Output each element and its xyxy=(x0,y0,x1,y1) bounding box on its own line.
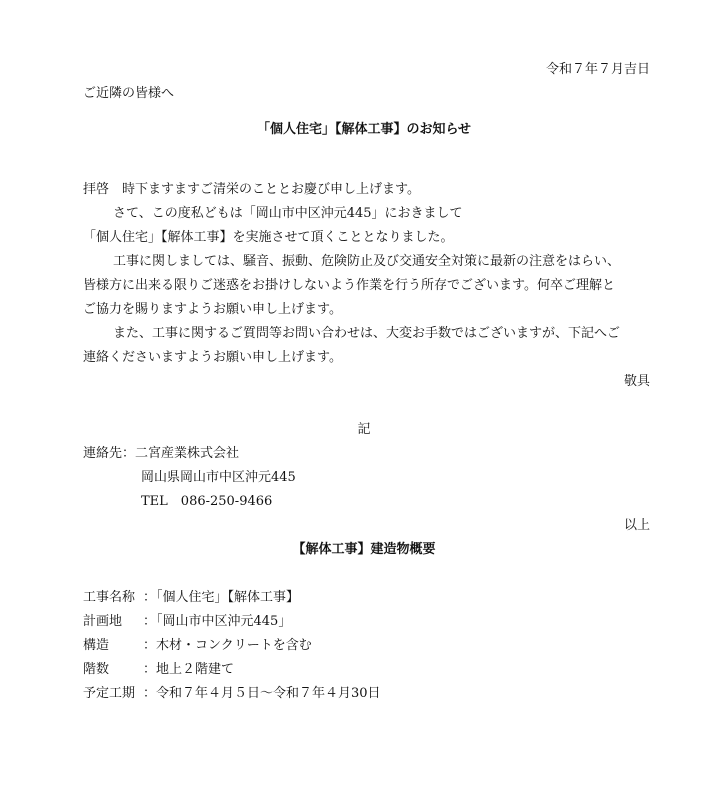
summary-sep: ： xyxy=(143,686,157,701)
summary-sep: ： xyxy=(143,590,157,605)
contact-address: 岡山県岡山市中区沖元445 xyxy=(141,470,296,485)
summary-value: 令和７年４月５日～令和７年４月30日 xyxy=(156,686,381,701)
body-line: さて、この度私どもは「岡山市中区沖元445」におきまして xyxy=(113,206,463,221)
summary-title: 【解体工事】建造物概要 xyxy=(292,542,436,557)
body-line: 工事に関しましては、騒音、振動、危険防止及び交通安全対策に最新の注意をはらい、 xyxy=(113,254,621,269)
addressee: ご近隣の皆様へ xyxy=(83,86,175,101)
summary-value: 木材・コンクリートを含む xyxy=(156,638,312,653)
greeting: 拝啓 時下ますますご清栄のこととお慶び申し上げます。 xyxy=(83,182,420,197)
letter-title: 「個人住宅」【解体工事】のお知らせ xyxy=(256,122,472,137)
summary-value: 「岡山市中区沖元445」 xyxy=(156,614,292,629)
summary-row xyxy=(83,685,381,703)
body-line: 「個人住宅」【解体工事】を実施させて頂くこととなりました。 xyxy=(83,230,454,245)
summary-row xyxy=(83,613,291,631)
summary-sep: ： xyxy=(143,614,157,629)
summary-value: 地上２階建て xyxy=(156,662,235,677)
ijo: 以上 xyxy=(623,518,650,533)
contact-tel: TEL 086-250-9466 xyxy=(141,494,273,509)
summary-row xyxy=(83,637,312,655)
summary-row xyxy=(83,589,299,607)
summary-sep: ： xyxy=(143,662,157,677)
body-line: ご協力を賜りますようお願い申し上げます。 xyxy=(83,302,342,317)
ki-heading: 記 xyxy=(357,422,371,437)
summary-key: 工事名称 xyxy=(83,590,136,605)
date-line: 令和７年７月吉日 xyxy=(545,62,650,77)
contact-company: 二宮産業株式会社 xyxy=(135,446,240,461)
body-line: 皆様方に出来る限りご迷惑をお掛けしないよう作業を行う所存でございます。何卒ご理解と xyxy=(83,278,615,293)
contact-line xyxy=(83,445,239,463)
closing: 敬具 xyxy=(623,374,650,389)
summary-key: 予定工期 xyxy=(83,686,136,701)
body-line: 連絡くださいますようお願い申し上げます。 xyxy=(83,350,342,365)
contact-label: 連絡先： xyxy=(83,446,136,461)
summary-key: 階数 xyxy=(83,662,110,677)
body-line: また、工事に関するご質問等お問い合わせは、大変お手数ではございますが、下記へご xyxy=(113,326,621,341)
summary-sep: ： xyxy=(143,638,157,653)
summary-row xyxy=(83,661,234,679)
summary-value: 「個人住宅」【解体工事】 xyxy=(156,590,300,605)
summary-key: 構造 xyxy=(83,638,110,653)
summary-key: 計画地 xyxy=(83,614,123,629)
